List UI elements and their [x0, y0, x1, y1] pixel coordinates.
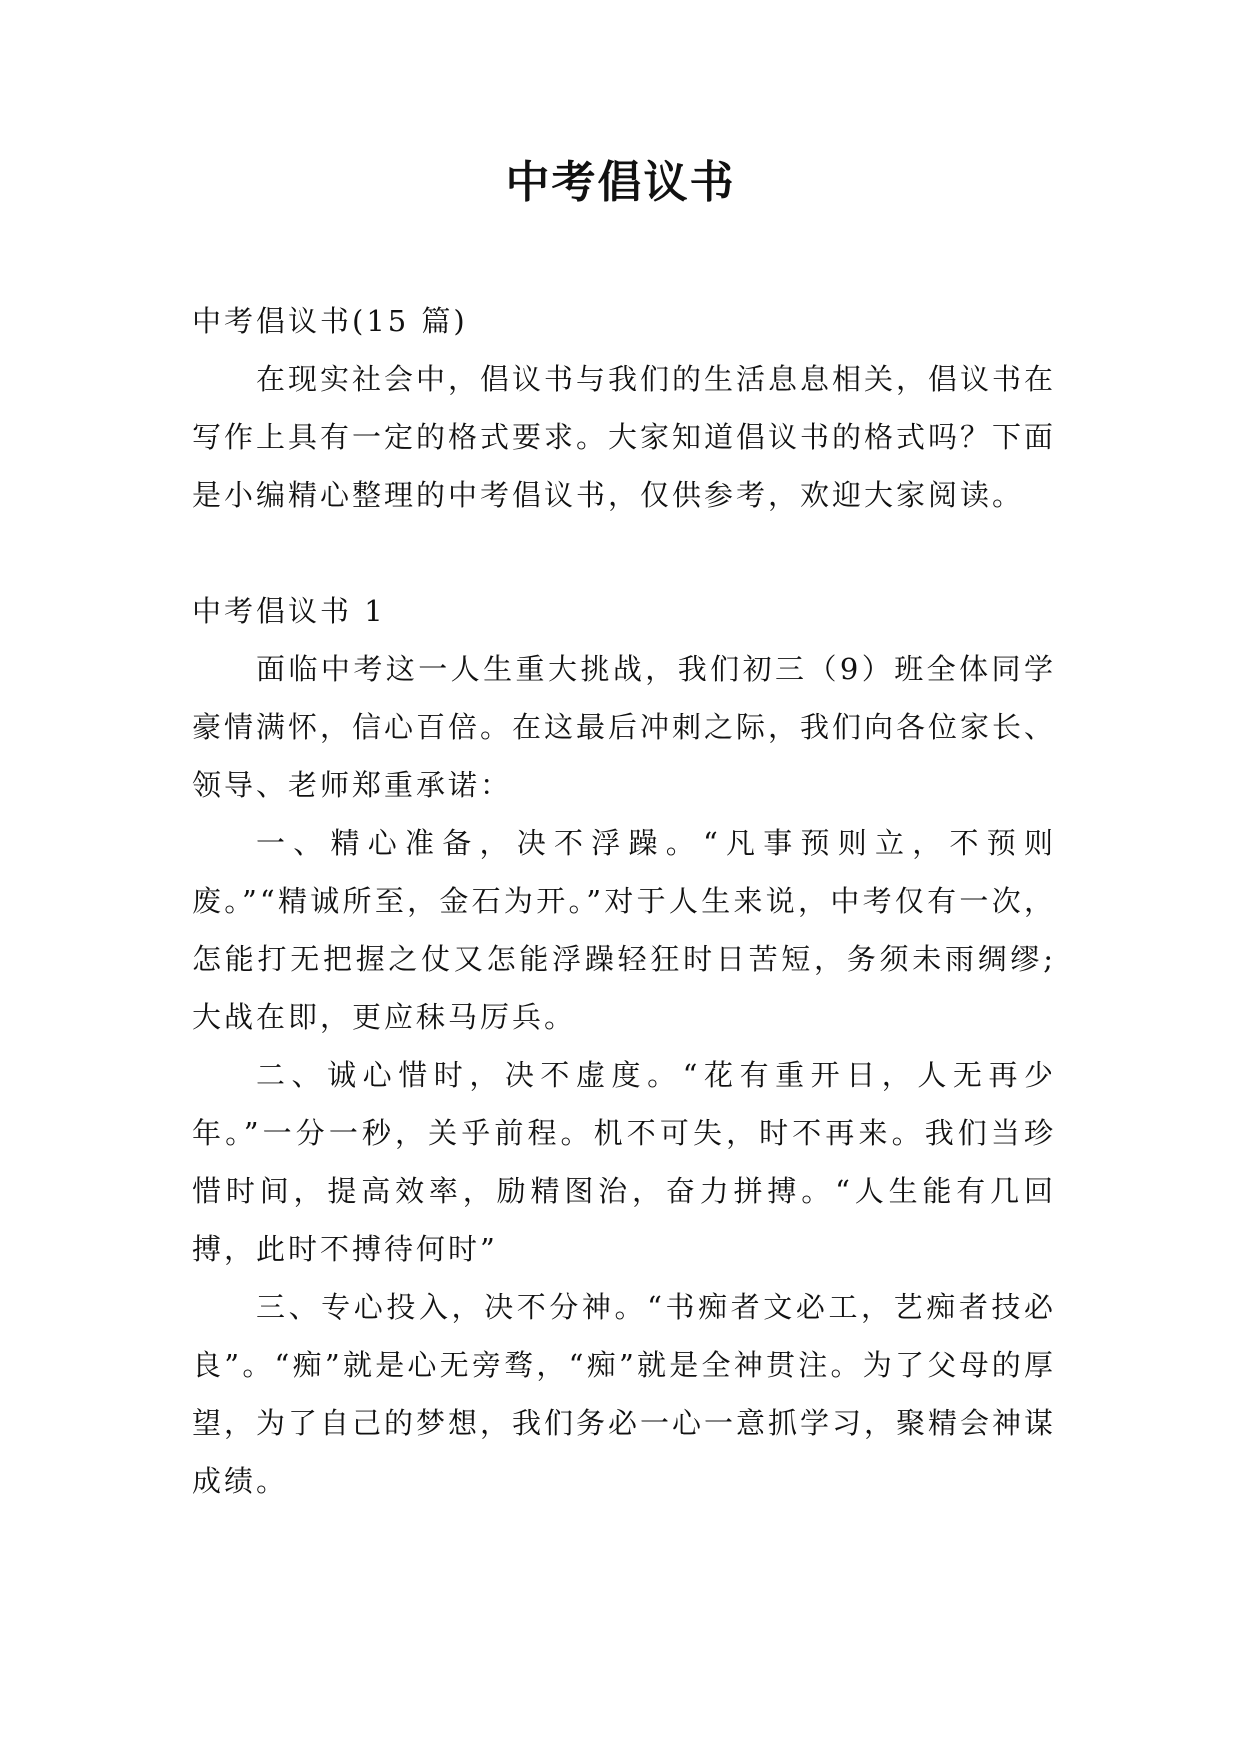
document-subtitle: 中考倡议书(15 篇): [192, 304, 468, 338]
section-spacer: [192, 524, 1056, 582]
body-paragraph: 三、专心投入，决不分神。“书痴者文必工，艺痴者技必良”。“痴”就是心无旁骛，“痴”就是全神贯注。为了父母的厚望，为了自己的梦想，我们务必一心一意抓学习，聚精会神谋成绩。: [192, 1290, 1057, 1498]
body-paragraph: 二、诚心惜时，决不虚度。“花有重开日，人无再少年。”一分一秒，关乎前程。机不可失，时不再来。我们当珍惜时间，提高效率，励精图治，奋力拼搏。“人生能有几回搏，此时不搏待何时”: [192, 1058, 1056, 1266]
body-paragraph: 一、精心准备，决不浮躁。“凡事预则立，不预则废。”“精诚所至，金石为开。”对于人生来说，中考仅有一次，怎能打无把握之仗又怎能浮躁轻狂时日苦短，务须未雨绸缪;大战在即，更应秣马厉兵。: [192, 826, 1056, 1034]
intro-paragraph: 在现实社会中，倡议书与我们的生活息息相关，倡议书在写作上具有一定的格式要求。大家知道倡议书的格式吗？下面是小编精心整理的中考倡议书，仅供参考，欢迎大家阅读。: [192, 362, 1057, 512]
document-title: 中考倡议书: [505, 157, 736, 208]
document-body: [192, 292, 1056, 1510]
section-heading: 中考倡议书 1: [192, 594, 386, 628]
body-paragraph: 面临中考这一人生重大挑战，我们初三（9）班全体同学豪情满怀，信心百倍。在这最后冲刺之际，我们向各位家长、领导、老师郑重承诺：: [192, 652, 1057, 802]
